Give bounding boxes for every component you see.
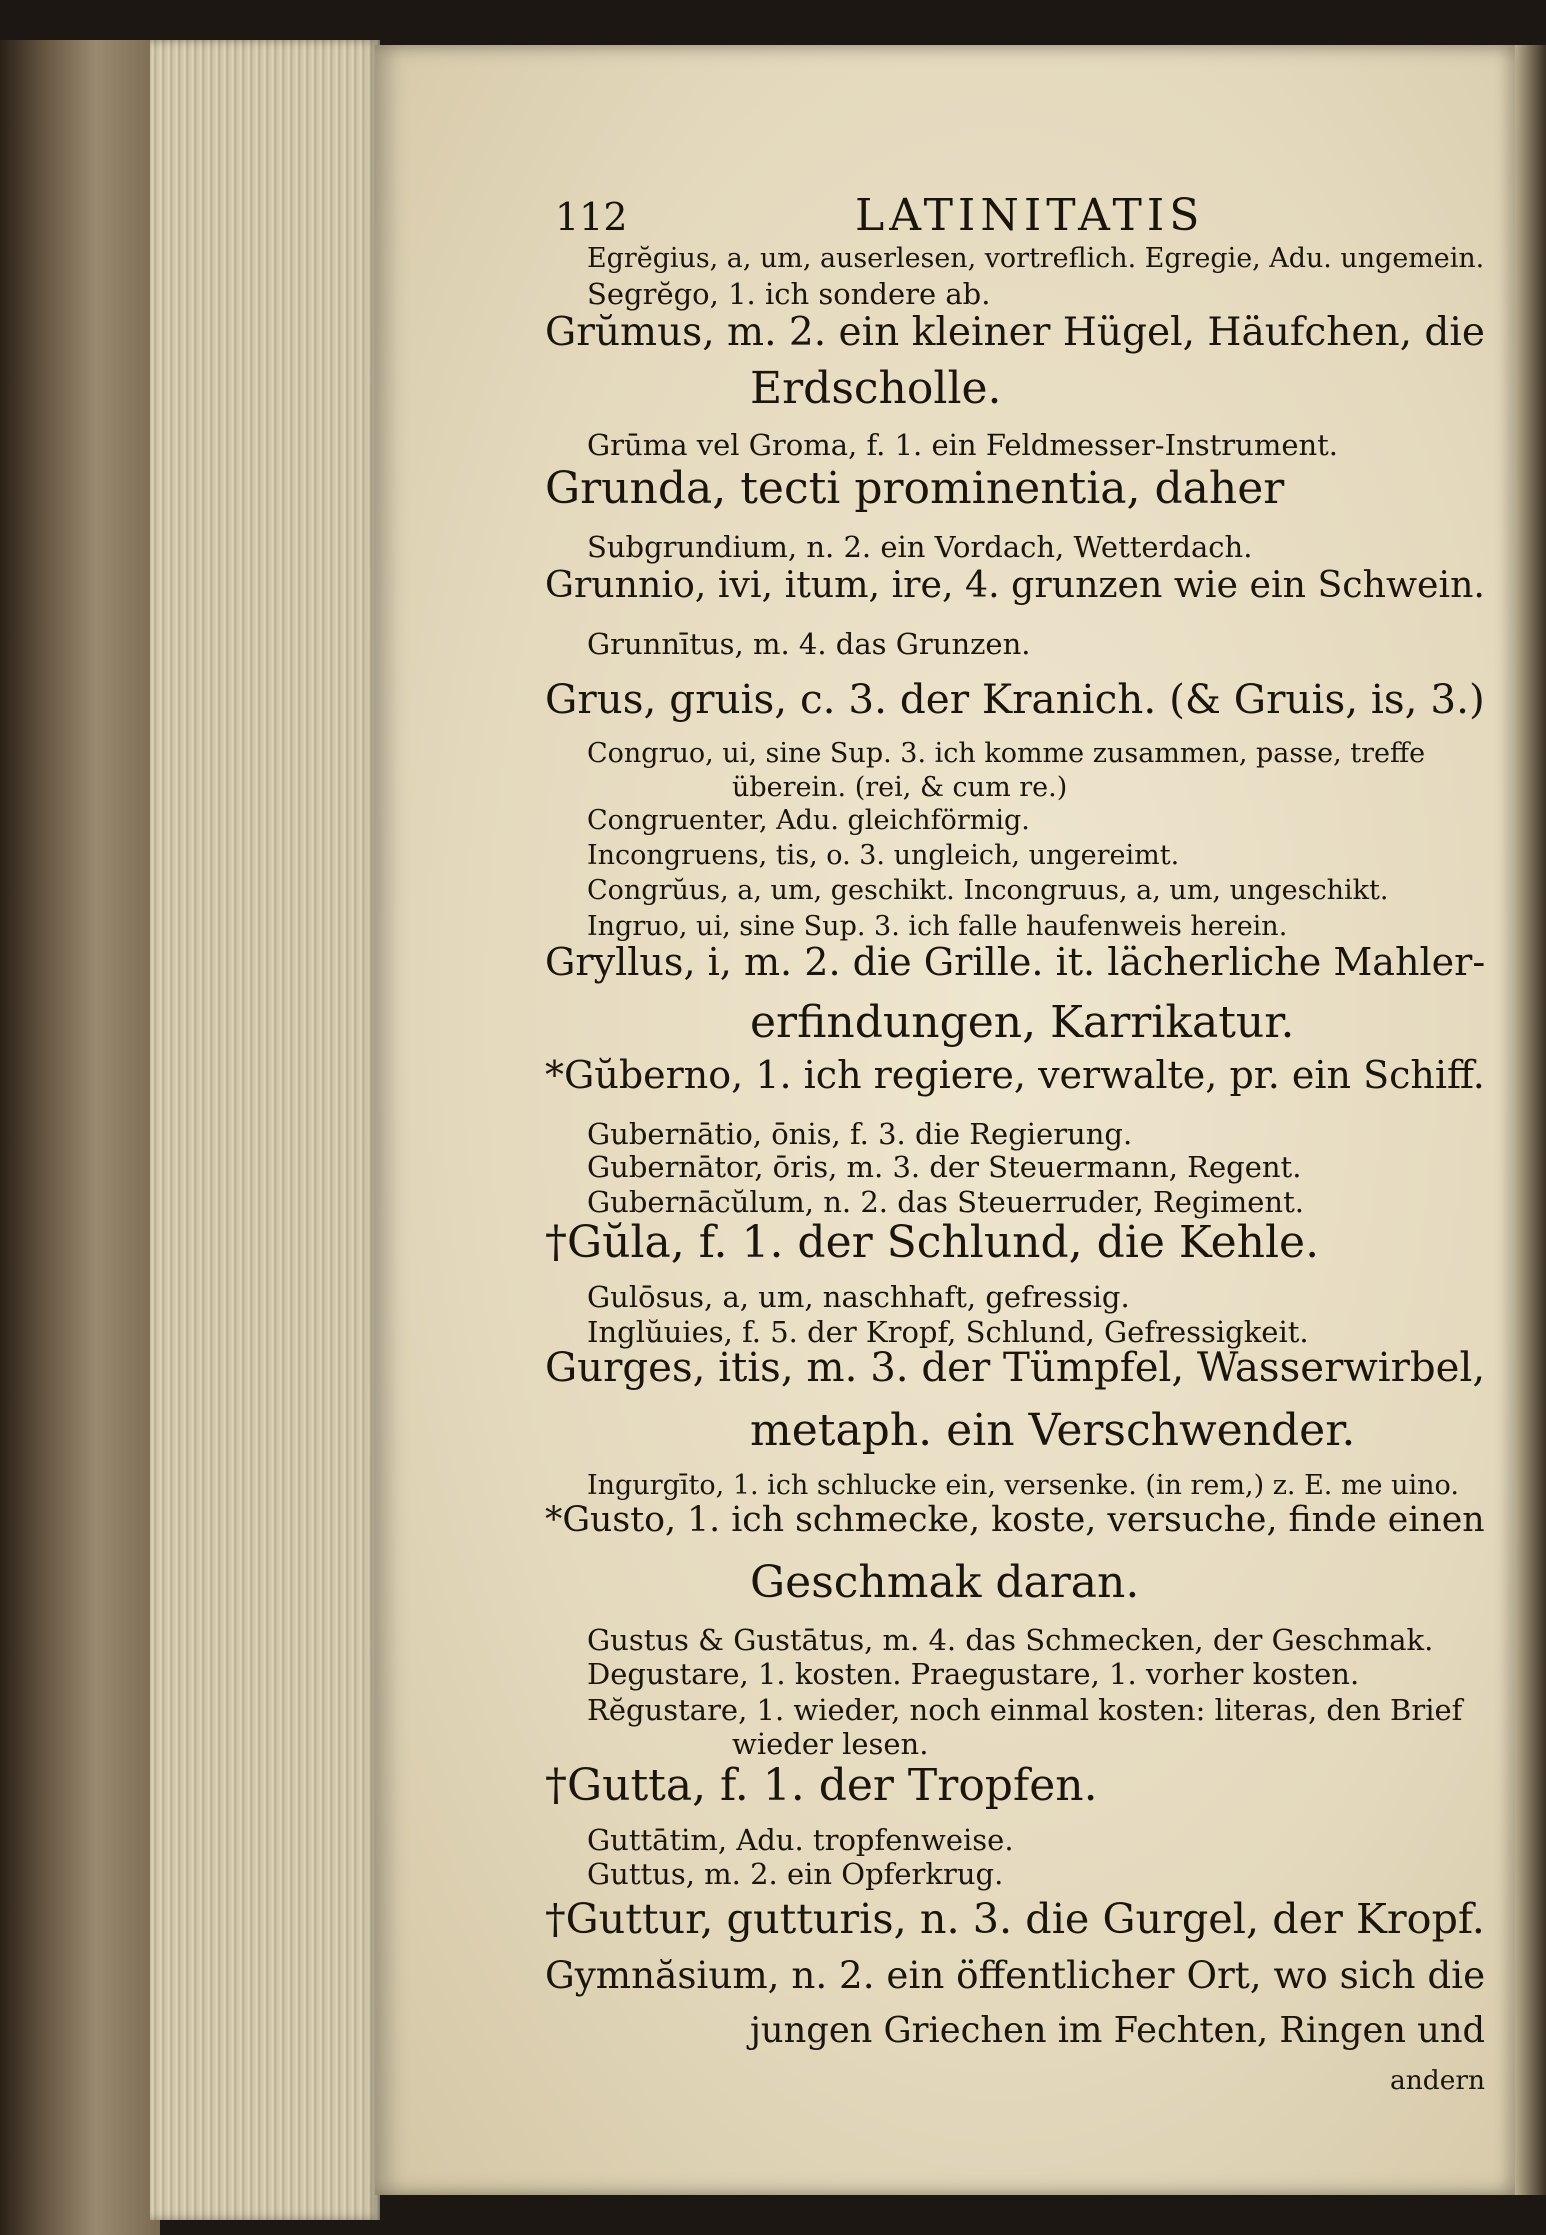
- entry-line: Incongruens, tis, o. 3. ungleich, ungereimt.: [587, 840, 1180, 871]
- headword-line: Grunnio, ivi, itum, ire, 4. grunzen wie ein Schwein.: [545, 563, 1485, 606]
- catchword: andern: [1390, 2065, 1486, 2096]
- entry-line: Guttus, m. 2. ein Opferkrug.: [587, 1857, 1004, 1891]
- entry-line: Gubernācŭlum, n. 2. das Steuerruder, Regiment.: [587, 1185, 1304, 1219]
- headword-line: *Gŭberno, 1. ich regiere, verwalte, pr. ein Schiff.: [545, 1053, 1485, 1097]
- headword-line: Gymnăsium, n. 2. ein öffentlicher Ort, wo sich die: [545, 1953, 1486, 1997]
- entry-line: wieder lesen.: [732, 1727, 929, 1761]
- entry-line: Congruenter, Adu. gleichförmig.: [587, 805, 1030, 836]
- entry-line: Grūma vel Groma, f. 1. ein Feldmesser-Instrument.: [587, 428, 1339, 462]
- page-number: 112: [555, 195, 628, 239]
- headword-line: Gurges, itis, m. 3. der Tümpfel, Wasserwirbel,: [545, 1345, 1486, 1391]
- entry-line: Grunnītus, m. 4. das Grunzen.: [587, 627, 1031, 661]
- entry-line: Segrĕgo, 1. ich sondere ab.: [587, 277, 991, 311]
- headword-line: †Gŭla, f. 1. der Schlund, die Kehle.: [545, 1217, 1320, 1268]
- entry-line: jungen Griechen im Fechten, Ringen und: [750, 2010, 1486, 2051]
- book-page: [375, 45, 1515, 2195]
- page-stack-edge: [150, 40, 380, 2220]
- entry-line: erfindungen, Karrikatur.: [750, 997, 1295, 1048]
- entry-line: Congruo, ui, sine Sup. 3. ich komme zusammen, passe, treffe: [587, 738, 1426, 769]
- headword-line: Grunda, tecti prominentia, daher: [545, 463, 1285, 514]
- entry-line: Ingurgīto, 1. ich schlucke ein, versenke. (in rem,) z. E. me uino.: [587, 1470, 1459, 1501]
- headword-line: †Guttur, gutturis, n. 3. die Gurgel, der Kropf.: [545, 1895, 1485, 1943]
- entry-line: Gulōsus, a, um, naschhaft, gefressig.: [587, 1280, 1130, 1314]
- entry-line: Geschmak daran.: [750, 1557, 1140, 1608]
- entry-line: Ingruo, ui, sine Sup. 3. ich falle haufenweis herein.: [587, 911, 1288, 942]
- book-spine: [0, 40, 160, 2235]
- entry-line: Gubernātio, ōnis, f. 3. die Regierung.: [587, 1117, 1133, 1151]
- running-head: LATINITATIS: [855, 190, 1205, 241]
- headword-line: †Gutta, f. 1. der Tropfen.: [545, 1760, 1098, 1811]
- entry-line: Subgrundium, n. 2. ein Vordach, Wetterdach.: [587, 530, 1253, 564]
- entry-line: Gubernātor, ōris, m. 3. der Steuermann, Regent.: [587, 1150, 1302, 1184]
- headword-line: *Gusto, 1. ich schmecke, koste, versuche, finde einen: [545, 1500, 1485, 1540]
- page-header: [375, 150, 1515, 241]
- entry-line: überein. (rei, & cum re.): [732, 772, 1068, 803]
- entry-line: Erdscholle.: [750, 363, 1002, 414]
- entry-line: Degustare, 1. kosten. Praegustare, 1. vorher kosten.: [587, 1657, 1360, 1691]
- headword-line: Grŭmus, m. 2. ein kleiner Hügel, Häufchen, die: [545, 310, 1486, 355]
- entry-line: Inglŭuies, f. 5. der Kropf, Schlund, Gefressigkeit.: [587, 1315, 1309, 1349]
- entry-line: Gustus & Gustātus, m. 4. das Schmecken, der Geschmak.: [587, 1623, 1434, 1657]
- entry-line: metaph. ein Verschwender.: [750, 1405, 1356, 1456]
- page-right-edge: [1515, 45, 1546, 2195]
- entry-line: Guttātim, Adu. tropfenweise.: [587, 1823, 1014, 1857]
- entry-line: Egrĕgius, a, um, auserlesen, vortreflich. Egregie, Adu. ungemein.: [587, 243, 1485, 274]
- headword-line: Gryllus, i, m. 2. die Grille. it. lächerliche Mahler-: [545, 940, 1486, 984]
- headword-line: Grus, gruis, c. 3. der Kranich. (& Gruis, is, 3.): [545, 675, 1485, 723]
- entry-line: Rĕgustare, 1. wieder, noch einmal kosten: literas, den Brief: [587, 1693, 1463, 1727]
- entry-line: Congrŭus, a, um, geschikt. Incongruus, a, um, ungeschikt.: [587, 875, 1389, 906]
